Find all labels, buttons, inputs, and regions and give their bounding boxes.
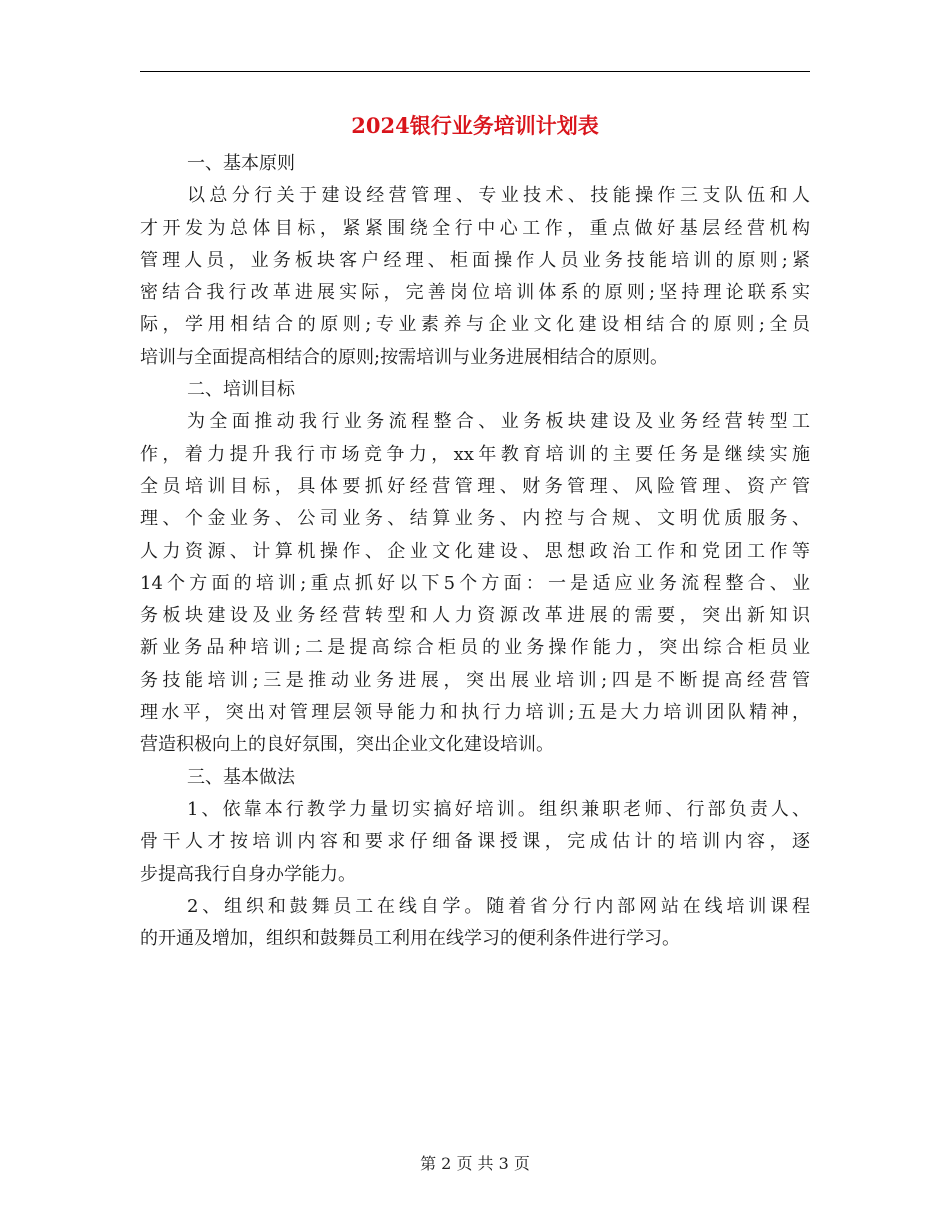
section-heading: 二、培训目标 [187, 379, 295, 401]
text-line: 营造积极向上的良好氛围，突出企业文化建设培训。 [140, 734, 554, 756]
text-line: 理水平，突出对管理层领导能力和执行力培训;五是大力培训团队精神， [140, 702, 810, 724]
text-line: 务板块建设及业务经营转型和人力资源改革进展的需要，突出新知识 [140, 605, 810, 627]
text-line: 管理人员，业务板块客户经理、柜面操作人员业务技能培训的原则;紧 [140, 249, 810, 271]
text-line: 骨干人才按培训内容和要求仔细备课授课，完成估计的培训内容，逐 [140, 831, 810, 853]
text-line: 人力资源、计算机操作、企业文化建设、思想政治工作和党团工作等 [140, 540, 810, 562]
text-line: 际，学用相结合的原则;专业素养与企业文化建设相结合的原则;全员 [140, 314, 810, 336]
page-number: 第 2 页 共 3 页 [420, 1154, 530, 1173]
text-line: 新业务品种培训;二是提高综合柜员的业务操作能力，突出综合柜员业 [140, 637, 810, 659]
section-heading: 一、基本原则 [187, 153, 295, 174]
section-heading: 三、基本做法 [187, 766, 295, 788]
text-line: 作，着力提升我行市场竞争力，xx年教育培训的主要任务是继续实施 [140, 443, 810, 465]
text-line: 步提高我行自身办学能力。 [140, 863, 356, 885]
document-body [140, 148, 810, 955]
text-line: 密结合我行改革进展实际，完善岗位培训体系的原则;坚持理论联系实 [140, 282, 810, 304]
text-line: 全员培训目标，具体要抓好经营管理、财务管理、风险管理、资产管 [140, 475, 810, 497]
text-line: 2、组织和鼓舞员工在线自学。随着省分行内部网站在线培训课程 [187, 895, 810, 917]
header-rule [140, 71, 810, 72]
text-line: 才开发为总体目标，紧紧围绕全行中心工作，重点做好基层经营机构 [140, 217, 810, 239]
text-line: 以总分行关于建设经营管理、专业技术、技能操作三支队伍和人 [187, 185, 810, 207]
text-line: 理、个金业务、公司业务、结算业务、内控与合规、文明优质服务、 [140, 508, 810, 530]
document-title: 2024银行业务培训计划表 [351, 113, 599, 138]
text-line: 1、依靠本行教学力量切实搞好培训。组织兼职老师、行部负责人、 [187, 798, 810, 820]
text-line: 的开通及增加，组织和鼓舞员工利用在线学习的便利条件进行学习。 [140, 928, 680, 950]
text-line: 务技能培训;三是推动业务进展，突出展业培训;四是不断提高经营管 [140, 669, 810, 691]
text-line: 14个方面的培训;重点抓好以下5个方面：一是适应业务流程整合、业 [140, 572, 810, 594]
text-line: 为全面推动我行业务流程整合、业务板块建设及业务经营转型工 [187, 411, 810, 433]
text-line: 培训与全面提高相结合的原则;按需培训与业务进展相结合的原则。 [140, 346, 669, 368]
